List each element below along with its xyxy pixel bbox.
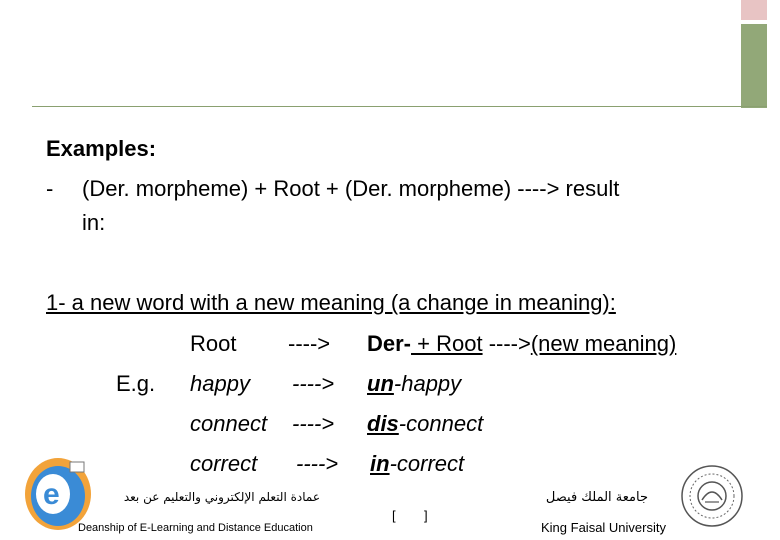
row-root: connect bbox=[190, 411, 268, 436]
row-result bbox=[370, 453, 464, 475]
accent-pink-bar bbox=[741, 0, 767, 20]
row-rest: -connect bbox=[398, 411, 484, 436]
row-arrow: ----> bbox=[296, 451, 339, 476]
row-result bbox=[367, 413, 483, 435]
bullet-line-1: (Der. morpheme) + Root + (Der. morpheme) ----> result bbox=[82, 176, 620, 201]
row-rest: -correct bbox=[389, 451, 465, 476]
row-root: correct bbox=[190, 451, 258, 476]
row-arrow: ----> bbox=[292, 411, 335, 436]
bullet-line-2: in: bbox=[82, 210, 106, 235]
eg-label: E.g. bbox=[116, 371, 156, 396]
header-der-prefix: Der- bbox=[367, 331, 412, 356]
accent-green-bar bbox=[741, 24, 767, 108]
row-prefix: in bbox=[370, 451, 390, 476]
row-prefix: un bbox=[367, 371, 394, 396]
header-new-meaning: (new meaning) bbox=[530, 331, 677, 356]
svg-text:e: e bbox=[43, 478, 60, 511]
bullet-marker: - bbox=[46, 176, 54, 201]
header-right-arrow: ----> bbox=[488, 331, 531, 356]
footer bbox=[0, 480, 780, 540]
university-seal-icon bbox=[680, 462, 744, 530]
row-root: happy bbox=[190, 371, 250, 396]
page-number-close: ] bbox=[424, 508, 428, 523]
header-plus-root: + Root bbox=[411, 331, 483, 356]
row-result bbox=[367, 373, 461, 395]
header-right bbox=[367, 333, 676, 355]
page-number-open: [ bbox=[392, 508, 396, 523]
row-rest: -happy bbox=[393, 371, 462, 396]
footer-deanship-english: Deanship of E-Learning and Distance Education bbox=[78, 522, 313, 534]
title-divider bbox=[32, 106, 767, 107]
footer-deanship-arabic: عمادة التعلم الإلكتروني والتعليم عن بعد bbox=[123, 490, 320, 504]
header-arrow: ----> bbox=[288, 331, 331, 356]
footer-university-english: King Faisal University bbox=[541, 520, 666, 535]
header-root: Root bbox=[190, 331, 237, 356]
row-prefix: dis bbox=[367, 411, 399, 436]
row-arrow: ----> bbox=[292, 371, 335, 396]
examples-heading: Examples: bbox=[46, 136, 157, 161]
footer-university-arabic: جامعة الملك فيصل bbox=[545, 490, 648, 505]
point-1: 1- a new word with a new meaning (a change in meaning): bbox=[46, 290, 616, 315]
